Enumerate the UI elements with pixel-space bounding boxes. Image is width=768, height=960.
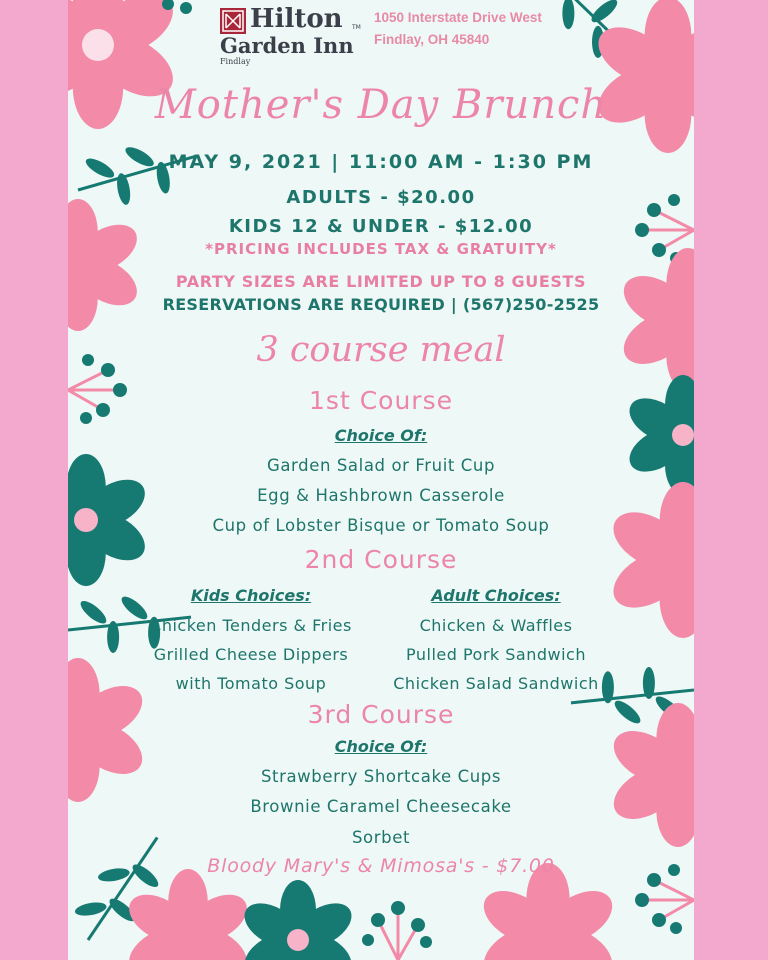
kids-price: KIDS 12 & UNDER - $12.00 <box>228 216 534 237</box>
course-1-title: 1st Course <box>309 386 453 415</box>
brand-name-hilton: Hilton <box>250 4 343 34</box>
menu-title: 3 course meal <box>256 330 506 370</box>
adult-choice-item: Chicken Salad Sandwich <box>393 674 599 693</box>
adult-choices-column <box>376 586 616 698</box>
course-3-heading: Choice Of: <box>334 737 428 756</box>
party-size-note: PARTY SIZES ARE LIMITED UP TO 8 GUESTS <box>175 272 587 291</box>
kids-choices-column <box>131 586 371 698</box>
hilton-garden-inn-logo <box>220 6 360 68</box>
course-2-title: 2nd Course <box>304 545 458 574</box>
course-3-item: Sorbet <box>351 828 411 847</box>
address-line-2: Findlay, OH 45840 <box>374 32 490 47</box>
kids-choice-item: Chicken Tenders & Fries <box>150 616 352 635</box>
course-1-heading: Choice Of: <box>334 426 428 445</box>
pricing-note: *PRICING INCLUDES TAX & GRATUITY* <box>205 240 557 258</box>
course-1-item: Garden Salad or Fruit Cup <box>266 456 496 475</box>
drinks-offer: Bloody Mary's & Mimosa's - $7.00 <box>207 855 555 877</box>
brand-trademark: TM <box>352 24 361 31</box>
course-3-item: Strawberry Shortcake Cups <box>260 767 502 786</box>
hilton-logo-mark-icon <box>220 8 246 34</box>
kids-choice-item: with Tomato Soup <box>175 674 327 693</box>
kids-choices-heading: Kids Choices: <box>190 586 312 605</box>
poster <box>68 0 694 960</box>
reservation-note: RESERVATIONS ARE REQUIRED | (567)250-2525 <box>162 295 600 314</box>
brand-name-garden-inn: Garden Inn <box>220 33 354 58</box>
floral-decoration <box>68 0 694 960</box>
adults-price: ADULTS - $20.00 <box>286 187 476 208</box>
adult-choice-item: Pulled Pork Sandwich <box>405 645 586 664</box>
course-3-item: Brownie Caramel Cheesecake <box>250 797 512 816</box>
event-title: Mother's Day Brunch <box>154 82 608 128</box>
address-line-1: 1050 Interstate Drive West <box>374 10 542 25</box>
course-3-title: 3rd Course <box>307 700 455 729</box>
adult-choice-item: Chicken & Waffles <box>419 616 573 635</box>
course-1-item: Cup of Lobster Bisque or Tomato Soup <box>212 516 550 535</box>
event-date-time: MAY 9, 2021 | 11:00 AM - 1:30 PM <box>168 151 594 173</box>
course-1-item: Egg & Hashbrown Casserole <box>257 486 505 505</box>
adult-choices-heading: Adult Choices: <box>431 586 561 605</box>
brand-city: Findlay <box>220 57 251 66</box>
kids-choice-item: Grilled Cheese Dippers <box>153 645 349 664</box>
